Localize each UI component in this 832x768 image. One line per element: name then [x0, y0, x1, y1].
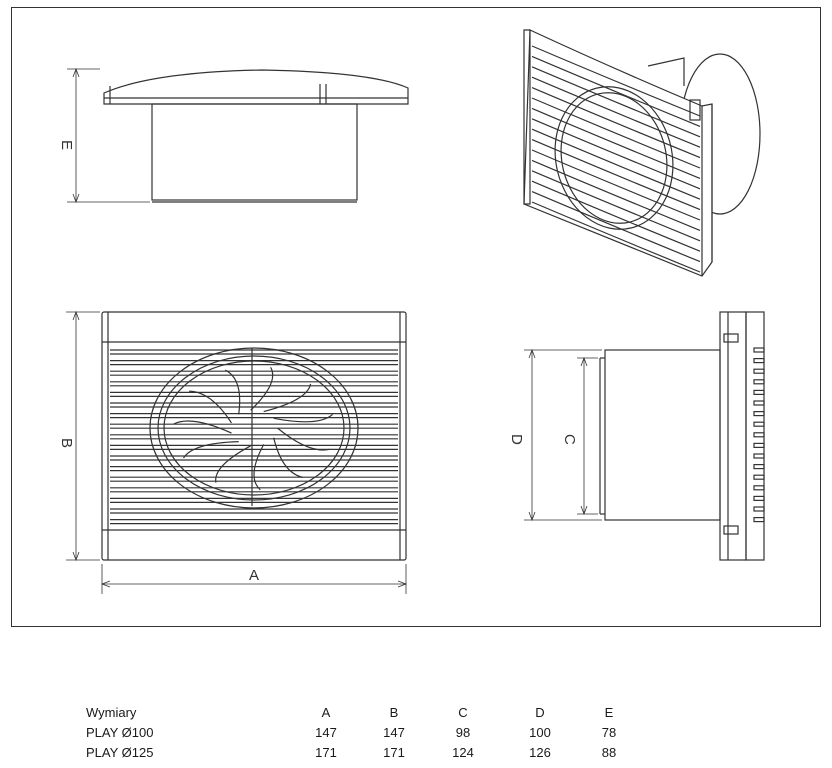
side-fin: [754, 475, 764, 479]
side-fin: [754, 496, 764, 500]
cell-b: 171: [383, 745, 405, 760]
label-c: C: [561, 434, 578, 445]
cell-d: 126: [529, 745, 551, 760]
impeller-blade: [274, 438, 303, 478]
label-a: A: [249, 567, 260, 584]
side-fin: [754, 443, 764, 447]
top-view: [104, 70, 408, 202]
side-fin: [754, 348, 764, 352]
cell-a: 147: [315, 725, 337, 740]
header-e: E: [604, 705, 614, 720]
row-name: PLAY Ø125: [86, 745, 154, 760]
side-fin: [754, 433, 764, 437]
cell-e: 88: [601, 745, 617, 760]
side-fin: [754, 369, 764, 373]
side-fin: [754, 518, 764, 522]
table-header-label: Wymiary: [86, 705, 137, 720]
front-view: [102, 312, 406, 560]
side-fin: [754, 486, 764, 490]
label-d: D: [508, 434, 525, 445]
side-fin: [754, 422, 764, 426]
cell-c: 98: [455, 725, 471, 740]
label-e: E: [58, 140, 75, 151]
dimension-c: [577, 358, 598, 514]
side-fin: [754, 359, 764, 363]
table-header-row: [86, 704, 646, 722]
impeller-blade: [251, 367, 273, 410]
cell-a: 171: [315, 745, 337, 760]
front-louvres: [110, 350, 398, 524]
impeller-blade: [174, 421, 232, 433]
isometric-view: [524, 30, 760, 276]
header-c: C: [458, 705, 468, 720]
label-b: B: [58, 438, 75, 449]
cell-c: 124: [452, 745, 474, 760]
side-fin: [754, 454, 764, 458]
technical-drawing-frame: [11, 7, 821, 627]
side-fin: [754, 401, 764, 405]
side-fin: [754, 412, 764, 416]
row-name: PLAY Ø100: [86, 725, 154, 740]
cell-d: 100: [529, 725, 551, 740]
side-view: [600, 312, 764, 560]
cell-b: 147: [383, 725, 405, 740]
header-b: B: [389, 705, 399, 720]
cell-e: 78: [601, 725, 617, 740]
table-row: [86, 744, 646, 762]
table-row: [86, 724, 646, 742]
side-fins: [754, 348, 764, 522]
side-fin: [754, 465, 764, 469]
side-fin: [754, 507, 764, 511]
technical-drawing: [12, 8, 820, 626]
header-a: A: [321, 705, 331, 720]
dimension-e: [67, 69, 150, 202]
header-d: D: [535, 705, 545, 720]
dimension-b: [66, 312, 100, 560]
side-fin: [754, 390, 764, 394]
side-fin: [754, 380, 764, 384]
